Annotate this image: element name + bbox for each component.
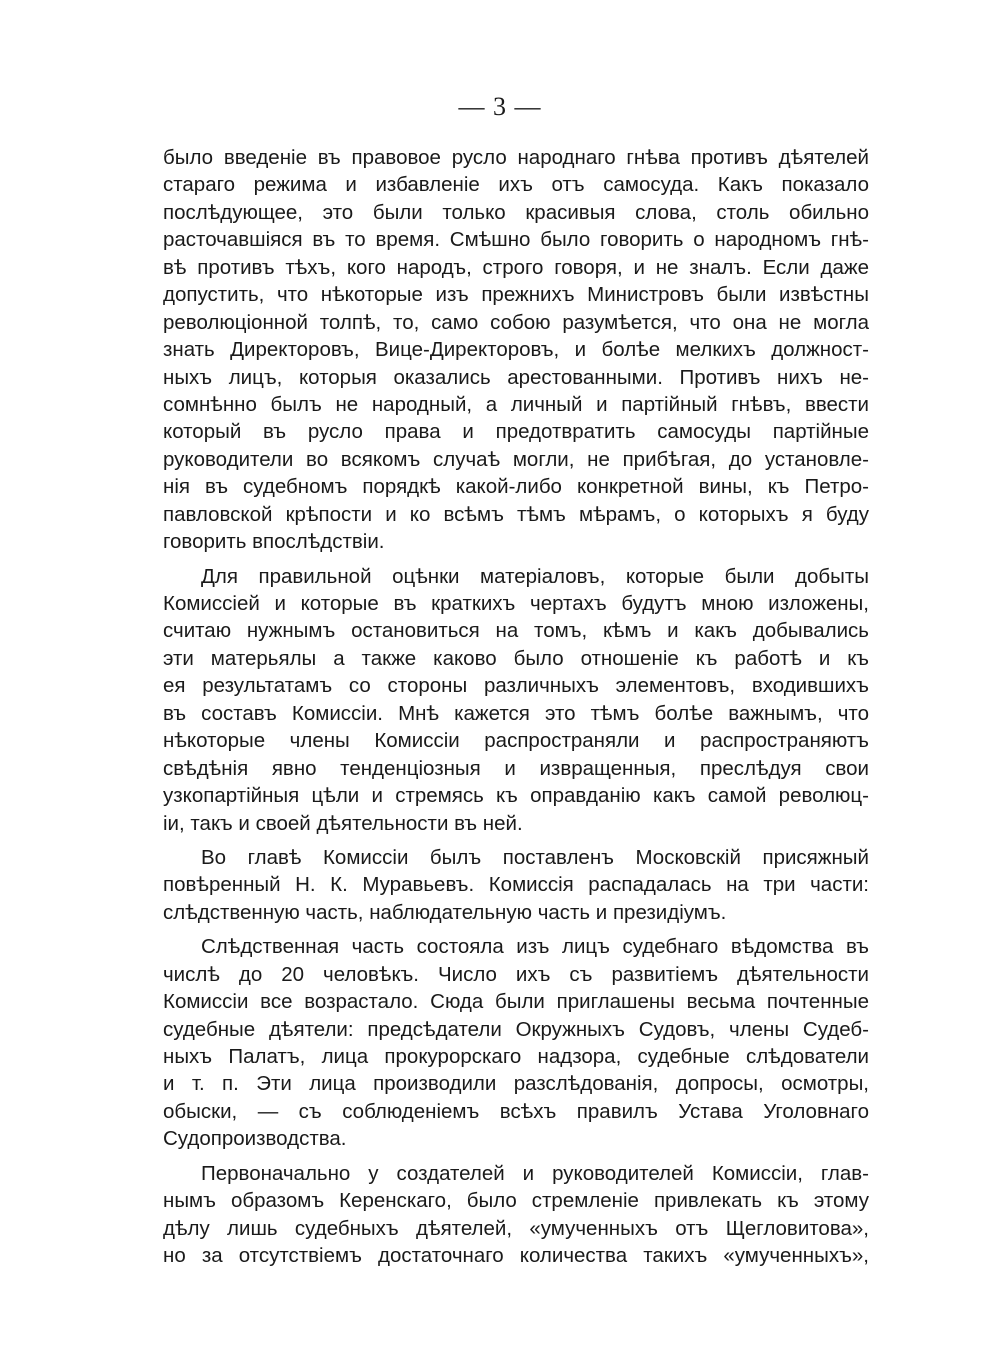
paragraph-2 bbox=[163, 563, 869, 837]
text-line: допустить, что нѣкоторые изъ прежнихъ Министровъ были извѣстны bbox=[163, 283, 869, 307]
text-line: вѣ противъ тѣхъ, кого народъ, строго говоря, и не зналъ. Если даже bbox=[163, 255, 869, 279]
text-line: Судопроизводства. bbox=[163, 1127, 347, 1151]
paragraph-5 bbox=[163, 1160, 869, 1270]
text-line: говорить впослѣдствіи. bbox=[163, 530, 385, 554]
text-line: было введеніе въ правовое русло народнаго гнѣва противъ дѣятелей bbox=[163, 146, 869, 169]
text-line: слѣдственную часть, наблюдательную часть и президіумъ. bbox=[163, 900, 727, 924]
text-line: эти матерьялы а также каково было отношеніе къ работѣ и къ bbox=[163, 646, 869, 670]
text-line: Комиссіи все возрастало. Сюда были приглашены весьма почтенные bbox=[163, 990, 869, 1014]
text-line: нымъ образомъ Керенскаго, было стремленіе привлекать къ этому bbox=[163, 1189, 869, 1213]
paragraph-4 bbox=[163, 933, 869, 1153]
page-number: — 3 — bbox=[458, 92, 542, 121]
text-line: судебные дѣятели: предсѣдатели Окружныхъ Судовъ, члены Судеб- bbox=[163, 1017, 869, 1041]
text-line: іи, такъ и своей дѣятельности въ ней. bbox=[163, 811, 523, 835]
text-line: который въ русло права и предотвратить самосуды партійные bbox=[163, 420, 869, 444]
body-text bbox=[163, 144, 869, 1270]
paragraph-1 bbox=[163, 144, 869, 556]
text-line: Во главѣ Комиссіи былъ поставленъ Московскій присяжный bbox=[201, 845, 869, 869]
text-line: узкопартійныя цѣли и стремясь къ оправданію какъ самой революц- bbox=[163, 784, 869, 808]
text-line: свѣдѣнія явно тенденціозныя и извращенныя, преслѣдуя свои bbox=[163, 756, 869, 780]
text-line: въ составъ Комиссіи. Мнѣ кажется это тѣмъ болѣе важнымъ, что bbox=[163, 701, 869, 725]
text-line: руководители во всякомъ случаѣ могли, не прибѣгая, до установле- bbox=[163, 447, 869, 471]
paragraph-gap bbox=[163, 1153, 869, 1160]
text-line: обыски, — съ соблюденіемъ всѣхъ правилъ Устава Уголовнаго bbox=[163, 1099, 869, 1123]
text-line: павловской крѣпости и ко всѣмъ тѣмъ мѣрамъ, о которыхъ я буду bbox=[163, 502, 869, 526]
paragraph-gap bbox=[163, 837, 869, 844]
text-line: революціонной толпѣ, то, само собою разумѣется, что она не могла bbox=[163, 310, 869, 334]
paragraph-gap bbox=[163, 556, 869, 563]
text-line: Комиссіей и которые въ краткихъ чертахъ будутъ мною изложены, bbox=[163, 592, 869, 615]
text-line: ныхъ Палатъ, лица прокурорскаго надзора, судебные слѣдователи bbox=[163, 1045, 869, 1068]
paragraph-gap bbox=[163, 926, 869, 933]
text-line: считаю нужнымъ остановиться на томъ, кѣмъ и какъ добывались bbox=[163, 619, 869, 643]
paragraph-3 bbox=[163, 844, 869, 926]
text-line: ея результатамъ со стороны различныхъ элементовъ, входившихъ bbox=[163, 674, 869, 698]
text-line: дѣлу лишь судебныхъ дѣятелей, «умученныхъ отъ Щегловитова», bbox=[163, 1216, 869, 1240]
text-line: нѣкоторые члены Комиссіи распространяли и распространяютъ bbox=[163, 729, 869, 753]
text-line: сомнѣнно былъ не народный, а личный и партійный гнѣвъ, ввести bbox=[163, 392, 869, 416]
text-line: числѣ до 20 человѣкъ. Число ихъ съ развитіемъ дѣятельности bbox=[163, 962, 869, 986]
text-line: ныхъ лицъ, которыя оказались арестованными. Противъ нихъ не- bbox=[163, 365, 869, 389]
text-line: и т. п. Эти лица производили разслѣдованія, допросы, осмотры, bbox=[163, 1072, 869, 1096]
text-line: но за отсутствіемъ достаточнаго количества такихъ «умученныхъ», bbox=[163, 1244, 869, 1268]
text-line: расточавшіяся въ то время. Смѣшно было говорить о народномъ гнѣ- bbox=[163, 228, 869, 252]
text-line: Первоначально у создателей и руководителей Комиссіи, глав- bbox=[201, 1161, 869, 1185]
text-line: послѣдующее, это были только красивыя слова, столь обильно bbox=[163, 200, 869, 224]
text-line: Слѣдственная часть состояла изъ лицъ судебнаго вѣдомства въ bbox=[201, 935, 869, 959]
text-line: Для правильной оцѣнки матеріаловъ, которые были добыты bbox=[201, 564, 869, 588]
text-line: стараго режима и избавленіе ихъ отъ самосуда. Какъ показало bbox=[163, 173, 869, 197]
text-line: нія въ судебномъ порядкѣ какой-либо конкретной вины, къ Петро- bbox=[163, 475, 869, 499]
text-line: повѣренный Н. К. Муравьевъ. Комиссія распадалась на три части: bbox=[163, 873, 869, 897]
text-line: знать Директоровъ, Вице-Директоровъ, и болѣе мелкихъ должност- bbox=[163, 338, 869, 362]
